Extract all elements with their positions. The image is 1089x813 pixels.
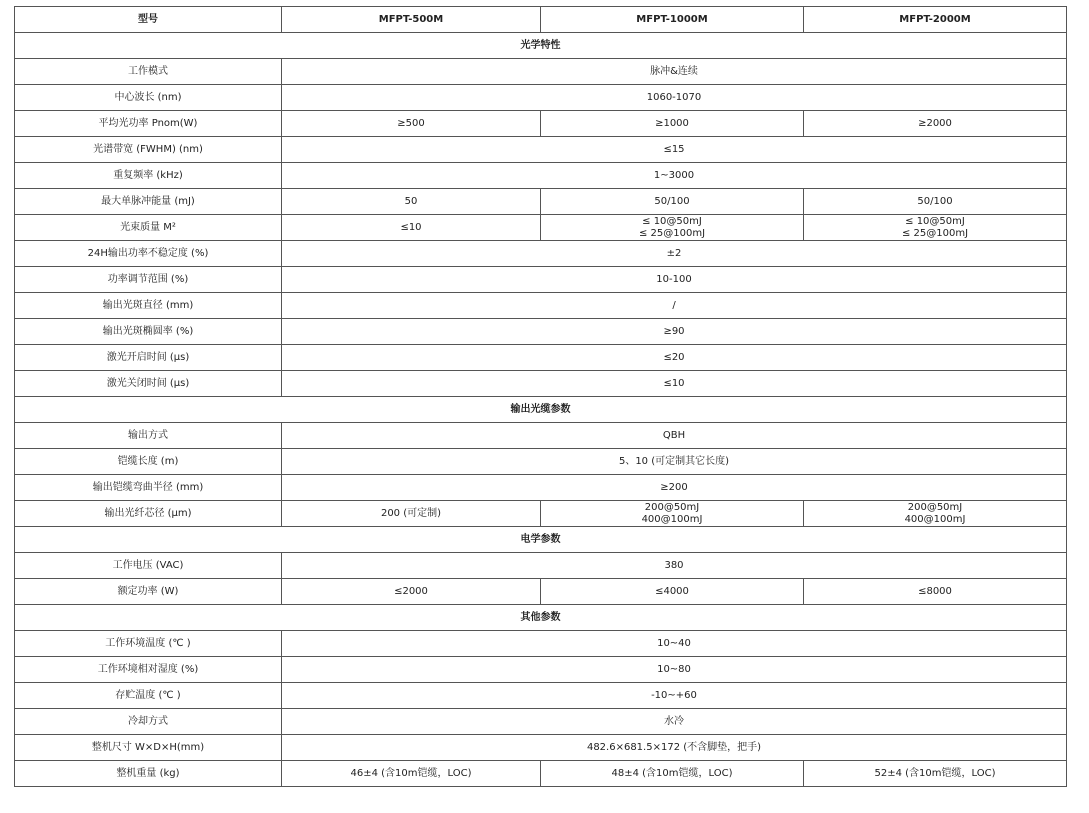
section-row [15, 605, 1067, 631]
value-line: 400@100mJ [904, 513, 966, 525]
table-row [15, 371, 1067, 397]
row-label-on-time: 激光开启时间 (μs) [15, 345, 282, 371]
table-row [15, 761, 1067, 787]
table-row [15, 137, 1067, 163]
row-label-storage-temp: 存贮温度 (℃ ) [15, 683, 282, 709]
value-off-time: ≤10 [282, 371, 1067, 397]
section-electrical: 电学参数 [15, 527, 1067, 553]
value-rep-rate: 1~3000 [282, 163, 1067, 189]
value-line: 200@50mJ [644, 501, 700, 513]
section-row [15, 33, 1067, 59]
value-avg-power-500: ≥500 [282, 111, 541, 137]
table-row [15, 423, 1067, 449]
table-row [15, 475, 1067, 501]
row-label-voltage: 工作电压 (VAC) [15, 553, 282, 579]
value-line: ≤ 10@50mJ [642, 215, 702, 227]
table-row [15, 709, 1067, 735]
row-label-wavelength: 中心波长 (nm) [15, 85, 282, 111]
spec-table-container [14, 6, 1066, 787]
row-label-bandwidth: 光谱带宽 (FWHM) (nm) [15, 137, 282, 163]
row-label-bend-radius: 输出铠缆弯曲半径 (mm) [15, 475, 282, 501]
value-rated-power-500: ≤2000 [282, 579, 541, 605]
table-row [15, 449, 1067, 475]
table-row [15, 215, 1067, 241]
row-label-weight: 整机重量 (kg) [15, 761, 282, 787]
value-dimensions: 482.6×681.5×172 (不含脚垫，把手) [282, 735, 1067, 761]
table-row [15, 683, 1067, 709]
section-row [15, 397, 1067, 423]
value-line: ≤ 25@100mJ [638, 227, 706, 239]
model-500m: MFPT-500M [282, 7, 541, 33]
table-row [15, 553, 1067, 579]
value-on-time: ≤20 [282, 345, 1067, 371]
table-row [15, 501, 1067, 527]
header-row [15, 7, 1067, 33]
value-pulse-energy-2000: 50/100 [804, 189, 1067, 215]
section-other: 其他参数 [15, 605, 1067, 631]
table-row [15, 735, 1067, 761]
value-core-diameter-500: 200 (可定制) [282, 501, 541, 527]
table-row [15, 345, 1067, 371]
row-label-dimensions: 整机尺寸 W×D×H(mm) [15, 735, 282, 761]
row-label-humidity: 工作环境相对湿度 (%) [15, 657, 282, 683]
row-label-adjust-range: 功率调节范围 (%) [15, 267, 282, 293]
value-work-mode: 脉冲&连续 [282, 59, 1067, 85]
value-line: ≤ 25@100mJ [901, 227, 969, 239]
row-label-rated-power: 额定功率 (W) [15, 579, 282, 605]
value-spot-roundness: ≥90 [282, 319, 1067, 345]
value-wavelength: 1060-1070 [282, 85, 1067, 111]
value-weight-500: 46±4 (含10m铠缆，LOC) [282, 761, 541, 787]
value-cooling: 水冷 [282, 709, 1067, 735]
value-weight-1000: 48±4 (含10m铠缆，LOC) [541, 761, 804, 787]
model-1000m: MFPT-1000M [541, 7, 804, 33]
model-2000m: MFPT-2000M [804, 7, 1067, 33]
row-label-cable-length: 铠缆长度 (m) [15, 449, 282, 475]
value-line: 400@100mJ [641, 513, 703, 525]
table-row [15, 267, 1067, 293]
row-label-spot-roundness: 输出光斑椭圆率 (%) [15, 319, 282, 345]
row-label-instability: 24H输出功率不稳定度 (%) [15, 241, 282, 267]
value-weight-2000: 52±4 (含10m铠缆，LOC) [804, 761, 1067, 787]
row-label-core-diameter: 输出光纤芯径 (μm) [15, 501, 282, 527]
table-row [15, 579, 1067, 605]
value-rated-power-1000: ≤4000 [541, 579, 804, 605]
row-label-pulse-energy: 最大单脉冲能量 (mJ) [15, 189, 282, 215]
row-label-work-temp: 工作环境温度 (℃ ) [15, 631, 282, 657]
value-pulse-energy-1000: 50/100 [541, 189, 804, 215]
row-label-work-mode: 工作模式 [15, 59, 282, 85]
table-row [15, 319, 1067, 345]
value-adjust-range: 10-100 [282, 267, 1067, 293]
spec-table [14, 6, 1067, 787]
value-voltage: 380 [282, 553, 1067, 579]
table-row [15, 85, 1067, 111]
row-label-spot-diameter: 输出光斑直径 (mm) [15, 293, 282, 319]
row-label-off-time: 激光关闭时间 (μs) [15, 371, 282, 397]
row-label-beam-quality: 光束质量 M² [15, 215, 282, 241]
table-row [15, 241, 1067, 267]
table-row [15, 631, 1067, 657]
value-spot-diameter: / [282, 293, 1067, 319]
value-output-mode: QBH [282, 423, 1067, 449]
section-fiber: 输出光缆参数 [15, 397, 1067, 423]
value-line: 200@50mJ [907, 501, 963, 513]
value-core-diameter-1000 [541, 501, 804, 527]
value-bandwidth: ≤15 [282, 137, 1067, 163]
row-label-avg-power: 平均光功率 Pnom(W) [15, 111, 282, 137]
value-bend-radius: ≥200 [282, 475, 1067, 501]
value-cable-length: 5、10 (可定制其它长度) [282, 449, 1067, 475]
value-beam-quality-2000 [804, 215, 1067, 241]
value-rated-power-2000: ≤8000 [804, 579, 1067, 605]
value-line: ≤ 10@50mJ [905, 215, 965, 227]
section-row [15, 527, 1067, 553]
row-label-cooling: 冷却方式 [15, 709, 282, 735]
value-avg-power-2000: ≥2000 [804, 111, 1067, 137]
value-avg-power-1000: ≥1000 [541, 111, 804, 137]
value-beam-quality-1000 [541, 215, 804, 241]
table-row [15, 657, 1067, 683]
row-label-rep-rate: 重复频率 (kHz) [15, 163, 282, 189]
table-row [15, 293, 1067, 319]
row-label-output-mode: 输出方式 [15, 423, 282, 449]
value-humidity: 10~80 [282, 657, 1067, 683]
value-storage-temp: -10~+60 [282, 683, 1067, 709]
section-optical: 光学特性 [15, 33, 1067, 59]
table-row [15, 189, 1067, 215]
value-beam-quality-500: ≤10 [282, 215, 541, 241]
table-row [15, 59, 1067, 85]
value-work-temp: 10~40 [282, 631, 1067, 657]
model-label: 型号 [15, 7, 282, 33]
value-pulse-energy-500: 50 [282, 189, 541, 215]
value-instability: ±2 [282, 241, 1067, 267]
value-core-diameter-2000 [804, 501, 1067, 527]
table-row [15, 111, 1067, 137]
table-row [15, 163, 1067, 189]
